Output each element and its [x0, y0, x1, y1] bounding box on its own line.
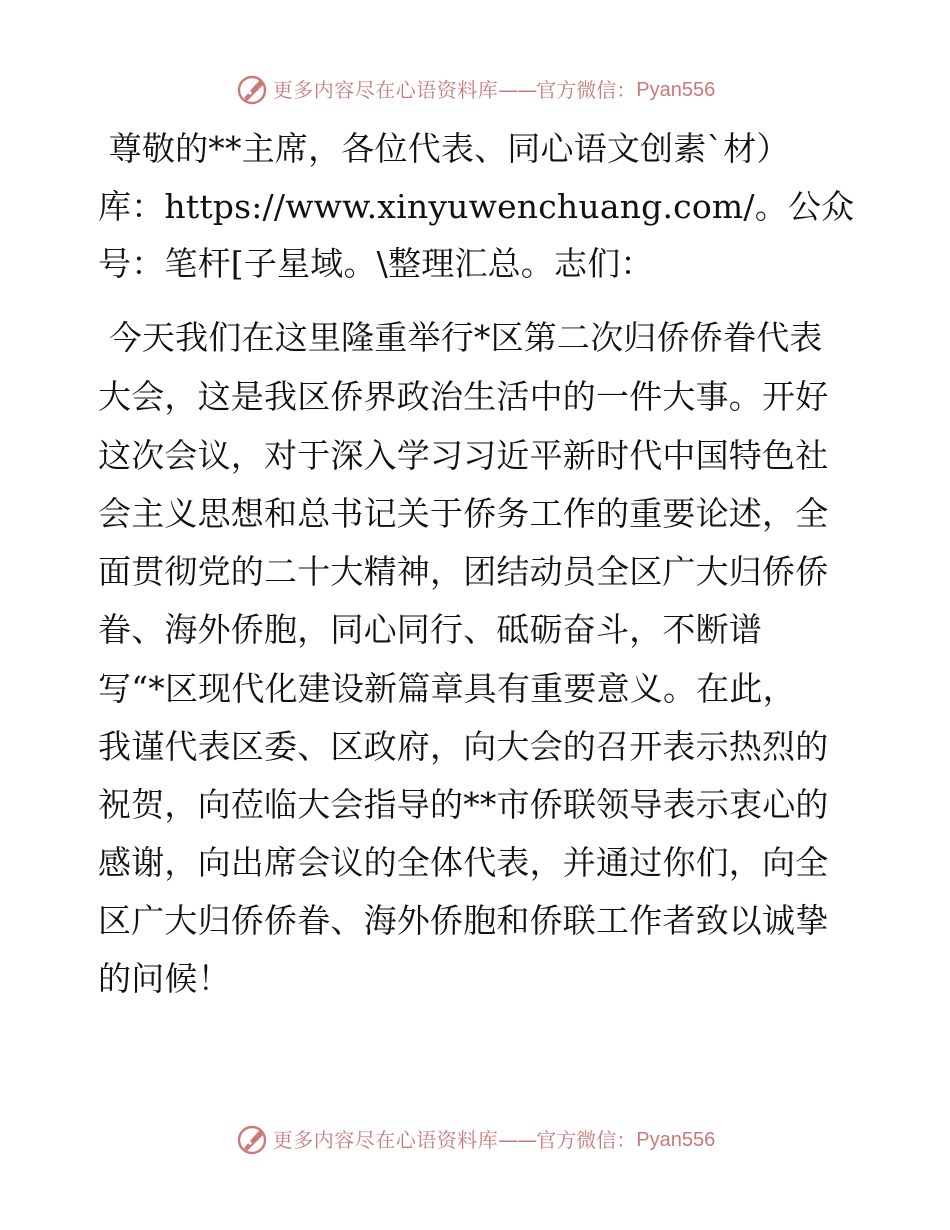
body-line-7: 会主义思想和总书记关于侨务工作的重要论述，全 — [98, 494, 829, 533]
pen-nib-logo-icon — [235, 1123, 269, 1157]
body-line-9: 眷、海外侨胞，同心同行、砥砺奋斗，不断谱 — [98, 610, 762, 649]
banner-text: 更多内容尽在心语资料库 — [272, 78, 499, 102]
body-line-1: 尊敬的**主席，各位代表、同心语文创素`材） — [98, 129, 790, 168]
body-line-2: 库：https://www.xinyuwenchuang.com/。公众 — [98, 187, 855, 226]
pen-nib-logo-icon — [235, 73, 269, 107]
banner-wechat-id: Pyan556 — [636, 1129, 716, 1151]
banner-suffix: 官方微信： — [536, 1128, 637, 1152]
banner-wechat-id: Pyan556 — [636, 79, 716, 101]
body-line-5: 大会，这是我区侨界政治生活中的一件大事。开好 — [98, 377, 829, 416]
footer-watermark-banner — [0, 1118, 950, 1162]
banner-text: 更多内容尽在心语资料库 — [272, 1128, 499, 1152]
banner-dash: —— — [498, 78, 537, 102]
body-line-4: 今天我们在这里隆重举行*区第二次归侨侨眷代表 — [98, 318, 823, 357]
body-line-12: 祝贺，向莅临大会指导的**市侨联领导表示衷心的 — [98, 785, 829, 824]
body-line-11: 我谨代表区委、区政府，向大会的召开表示热烈的 — [98, 727, 829, 766]
body-line-15: 的问候！ — [98, 959, 231, 998]
header-watermark-banner — [0, 68, 950, 112]
body-line-6: 这次会议，对于深入学习习近平新时代中国特色社 — [98, 436, 829, 475]
banner-suffix: 官方微信： — [536, 78, 637, 102]
banner-dash: —— — [498, 1128, 537, 1152]
body-line-8: 面贯彻党的二十大精神，团结动员全区广大归侨侨 — [98, 552, 829, 591]
body-line-13: 感谢，向出席会议的全体代表，并通过你们，向全 — [98, 843, 829, 882]
body-line-14: 区广大归侨侨眷、海外侨胞和侨联工作者致以诚挚 — [98, 901, 829, 940]
body-line-3: 号：笔杆[子星域。\整理汇总。志们： — [98, 244, 654, 283]
body-line-10: 写“*区现代化建设新篇章具有重要意义。在此， — [98, 669, 796, 708]
